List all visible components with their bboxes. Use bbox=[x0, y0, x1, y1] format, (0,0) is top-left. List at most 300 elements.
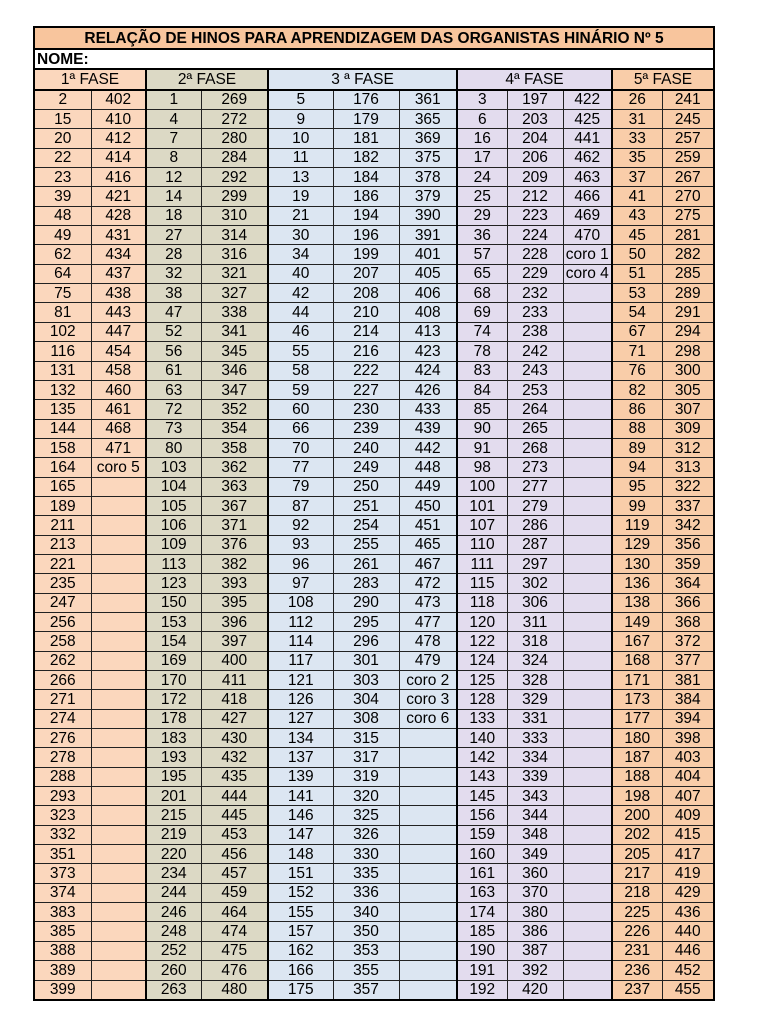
hymn-cell-phase-3: 46 bbox=[268, 322, 333, 341]
hymn-cell-phase-3: 112 bbox=[268, 612, 333, 631]
hymn-cell-phase-1: 165 bbox=[34, 477, 91, 496]
phase-header-5: 5ª FASE bbox=[612, 69, 714, 89]
hymn-cell-phase-1 bbox=[91, 980, 146, 1000]
hymn-cell-phase-3: coro 3 bbox=[399, 690, 457, 709]
hymn-cell-phase-4 bbox=[563, 961, 612, 980]
hymn-cell-phase-3: 34 bbox=[268, 245, 333, 264]
table-row bbox=[34, 535, 714, 554]
hymn-cell-phase-3: 357 bbox=[333, 980, 399, 1000]
hymn-cell-phase-4: 306 bbox=[507, 593, 563, 612]
hymn-cell-phase-4 bbox=[563, 342, 612, 361]
hymn-cell-phase-4: 324 bbox=[507, 651, 563, 670]
hymn-cell-phase-4 bbox=[563, 380, 612, 399]
hymn-cell-phase-1: 158 bbox=[34, 438, 91, 457]
table-row bbox=[34, 380, 714, 399]
hymn-cell-phase-1 bbox=[91, 903, 146, 922]
hymn-cell-phase-1: 135 bbox=[34, 400, 91, 419]
hymn-cell-phase-5: 89 bbox=[612, 438, 662, 457]
hymn-cell-phase-1: 22 bbox=[34, 148, 91, 167]
hymn-cell-phase-4 bbox=[563, 458, 612, 477]
hymn-cell-phase-3 bbox=[399, 903, 457, 922]
hymn-cell-phase-2: 347 bbox=[201, 380, 268, 399]
hymn-cell-phase-5: 187 bbox=[612, 748, 662, 767]
hymn-cell-phase-1: 438 bbox=[91, 284, 146, 303]
hymn-cell-phase-2: 272 bbox=[201, 110, 268, 129]
hymn-cell-phase-5: 71 bbox=[612, 342, 662, 361]
table-row bbox=[34, 748, 714, 767]
hymn-cell-phase-5: 225 bbox=[612, 903, 662, 922]
hymn-cell-phase-3: 365 bbox=[399, 110, 457, 129]
hymn-cell-phase-3: 283 bbox=[333, 574, 399, 593]
hymn-cell-phase-2: 63 bbox=[146, 380, 201, 399]
hymn-cell-phase-1: 385 bbox=[34, 922, 91, 941]
hymn-cell-phase-2: 178 bbox=[146, 709, 201, 728]
hymn-cell-phase-4: 57 bbox=[457, 245, 507, 264]
hymn-cell-phase-3: 126 bbox=[268, 690, 333, 709]
hymn-cell-phase-2: 457 bbox=[201, 864, 268, 883]
hymn-cell-phase-2: 358 bbox=[201, 438, 268, 457]
table-row bbox=[34, 903, 714, 922]
hymn-cell-phase-4 bbox=[563, 612, 612, 631]
hymn-cell-phase-4: 470 bbox=[563, 226, 612, 245]
hymn-cell-phase-5: 403 bbox=[662, 748, 714, 767]
table-row bbox=[34, 129, 714, 148]
hymn-cell-phase-5: 94 bbox=[612, 458, 662, 477]
hymn-cell-phase-5: 429 bbox=[662, 883, 714, 902]
hymn-cell-phase-3 bbox=[399, 825, 457, 844]
hymn-cell-phase-1: 75 bbox=[34, 284, 91, 303]
hymn-cell-phase-4: 190 bbox=[457, 941, 507, 960]
hymn-table bbox=[33, 26, 715, 1001]
hymn-cell-phase-5: 312 bbox=[662, 438, 714, 457]
hymn-cell-phase-3: 350 bbox=[333, 922, 399, 941]
hymn-cell-phase-2: 445 bbox=[201, 806, 268, 825]
hymn-cell-phase-3: 108 bbox=[268, 593, 333, 612]
hymn-cell-phase-1 bbox=[91, 748, 146, 767]
hymn-cell-phase-4: 349 bbox=[507, 845, 563, 864]
hymn-cell-phase-5: 381 bbox=[662, 671, 714, 690]
hymn-cell-phase-5: 417 bbox=[662, 845, 714, 864]
hymn-cell-phase-4: 370 bbox=[507, 883, 563, 902]
hymn-cell-phase-2: 327 bbox=[201, 284, 268, 303]
hymn-cell-phase-4: 85 bbox=[457, 400, 507, 419]
hymn-cell-phase-4 bbox=[563, 709, 612, 728]
hymn-cell-phase-4 bbox=[563, 941, 612, 960]
hymn-cell-phase-4: 111 bbox=[457, 554, 507, 573]
hymn-cell-phase-4: 191 bbox=[457, 961, 507, 980]
hymn-cell-phase-2: 104 bbox=[146, 477, 201, 496]
hymn-cell-phase-4: 83 bbox=[457, 361, 507, 380]
hymn-cell-phase-2: 103 bbox=[146, 458, 201, 477]
hymn-cell-phase-4: 344 bbox=[507, 806, 563, 825]
hymn-cell-phase-1: 256 bbox=[34, 612, 91, 631]
hymn-cell-phase-1 bbox=[91, 767, 146, 786]
hymn-cell-phase-3: 227 bbox=[333, 380, 399, 399]
table-row bbox=[34, 361, 714, 380]
hymn-cell-phase-2: 201 bbox=[146, 787, 201, 806]
hymn-cell-phase-3: 127 bbox=[268, 709, 333, 728]
hymn-cell-phase-2: 172 bbox=[146, 690, 201, 709]
hymn-cell-phase-4 bbox=[563, 535, 612, 554]
hymn-cell-phase-1: 458 bbox=[91, 361, 146, 380]
phase-header-1: 1ª FASE bbox=[34, 69, 146, 89]
hymn-cell-phase-2: 219 bbox=[146, 825, 201, 844]
hymn-cell-phase-5: 359 bbox=[662, 554, 714, 573]
hymn-cell-phase-4: 311 bbox=[507, 612, 563, 631]
hymn-cell-phase-3: 472 bbox=[399, 574, 457, 593]
hymn-cell-phase-1 bbox=[91, 477, 146, 496]
hymn-cell-phase-2: 345 bbox=[201, 342, 268, 361]
hymn-cell-phase-3: 137 bbox=[268, 748, 333, 767]
hymn-cell-phase-3: 70 bbox=[268, 438, 333, 457]
hymn-cell-phase-3: 208 bbox=[333, 284, 399, 303]
hymn-cell-phase-5: 231 bbox=[612, 941, 662, 960]
hymn-cell-phase-5: 384 bbox=[662, 690, 714, 709]
hymn-cell-phase-3: 207 bbox=[333, 264, 399, 283]
hymn-cell-phase-5: 37 bbox=[612, 168, 662, 187]
hymn-cell-phase-3: 361 bbox=[399, 90, 457, 110]
hymn-cell-phase-2: 280 bbox=[201, 129, 268, 148]
hymn-cell-phase-4: 224 bbox=[507, 226, 563, 245]
hymn-cell-phase-1 bbox=[91, 651, 146, 670]
hymn-cell-phase-1: 102 bbox=[34, 322, 91, 341]
hymn-cell-phase-4 bbox=[563, 980, 612, 1000]
hymn-cell-phase-1: 447 bbox=[91, 322, 146, 341]
hymn-cell-phase-3: 55 bbox=[268, 342, 333, 361]
table-row bbox=[34, 864, 714, 883]
hymn-cell-phase-2: 150 bbox=[146, 593, 201, 612]
hymn-cell-phase-4: 192 bbox=[457, 980, 507, 1000]
hymn-cell-phase-4: 204 bbox=[507, 129, 563, 148]
hymn-cell-phase-2: 395 bbox=[201, 593, 268, 612]
hymn-cell-phase-5: 180 bbox=[612, 729, 662, 748]
hymn-cell-phase-3: 199 bbox=[333, 245, 399, 264]
hymn-cell-phase-2: 444 bbox=[201, 787, 268, 806]
hymn-cell-phase-3: 152 bbox=[268, 883, 333, 902]
hymn-cell-phase-4: 133 bbox=[457, 709, 507, 728]
hymn-cell-phase-3: 146 bbox=[268, 806, 333, 825]
hymn-cell-phase-5: 409 bbox=[662, 806, 714, 825]
hymn-cell-phase-3: 44 bbox=[268, 303, 333, 322]
hymn-cell-phase-3: 326 bbox=[333, 825, 399, 844]
hymn-cell-phase-5: 356 bbox=[662, 535, 714, 554]
hymn-cell-phase-3: 296 bbox=[333, 632, 399, 651]
hymn-cell-phase-1: 132 bbox=[34, 380, 91, 399]
hymn-cell-phase-4: 174 bbox=[457, 903, 507, 922]
hymn-cell-phase-5: 267 bbox=[662, 168, 714, 187]
hymn-cell-phase-4: 334 bbox=[507, 748, 563, 767]
hymn-cell-phase-5: 177 bbox=[612, 709, 662, 728]
hymn-cell-phase-1: 164 bbox=[34, 458, 91, 477]
hymn-cell-phase-1: 434 bbox=[91, 245, 146, 264]
hymn-cell-phase-4: 265 bbox=[507, 419, 563, 438]
hymn-cell-phase-2: 292 bbox=[201, 168, 268, 187]
hymn-cell-phase-5: 372 bbox=[662, 632, 714, 651]
hymn-cell-phase-3: 449 bbox=[399, 477, 457, 496]
hymn-cell-phase-5: 364 bbox=[662, 574, 714, 593]
hymn-cell-phase-3: 442 bbox=[399, 438, 457, 457]
hymn-cell-phase-3: 97 bbox=[268, 574, 333, 593]
hymn-cell-phase-1: 351 bbox=[34, 845, 91, 864]
hymn-cell-phase-1: 468 bbox=[91, 419, 146, 438]
hymn-cell-phase-4: 229 bbox=[507, 264, 563, 283]
table-row bbox=[34, 90, 714, 110]
hymn-cell-phase-3: 141 bbox=[268, 787, 333, 806]
hymn-cell-phase-4: 29 bbox=[457, 206, 507, 225]
hymn-cell-phase-1 bbox=[91, 883, 146, 902]
table-row bbox=[34, 303, 714, 322]
hymn-cell-phase-2: 246 bbox=[146, 903, 201, 922]
hymn-cell-phase-1: 247 bbox=[34, 593, 91, 612]
hymn-cell-phase-5: 200 bbox=[612, 806, 662, 825]
hymn-cell-phase-4 bbox=[563, 303, 612, 322]
hymn-cell-phase-1 bbox=[91, 671, 146, 690]
hymn-cell-phase-4: 74 bbox=[457, 322, 507, 341]
hymn-cell-phase-3: 10 bbox=[268, 129, 333, 148]
hymn-cell-phase-4: 268 bbox=[507, 438, 563, 457]
hymn-cell-phase-2: 480 bbox=[201, 980, 268, 1000]
hymn-cell-phase-4: coro 4 bbox=[563, 264, 612, 283]
hymn-cell-phase-2: 215 bbox=[146, 806, 201, 825]
hymn-cell-phase-5: 366 bbox=[662, 593, 714, 612]
hymn-cell-phase-5: 88 bbox=[612, 419, 662, 438]
hymn-cell-phase-4: 386 bbox=[507, 922, 563, 941]
hymn-cell-phase-5: 337 bbox=[662, 496, 714, 515]
hymn-cell-phase-1 bbox=[91, 709, 146, 728]
hymn-cell-phase-3: 465 bbox=[399, 535, 457, 554]
hymn-cell-phase-1: coro 5 bbox=[91, 458, 146, 477]
hymn-cell-phase-3: 249 bbox=[333, 458, 399, 477]
hymn-cell-phase-3: 175 bbox=[268, 980, 333, 1000]
hymn-cell-phase-3: 255 bbox=[333, 535, 399, 554]
hymn-cell-phase-4 bbox=[563, 419, 612, 438]
hymn-cell-phase-4: 287 bbox=[507, 535, 563, 554]
hymn-cell-phase-4: 206 bbox=[507, 148, 563, 167]
hymn-cell-phase-5: 307 bbox=[662, 400, 714, 419]
hymn-cell-phase-1: 271 bbox=[34, 690, 91, 709]
hymn-cell-phase-1: 48 bbox=[34, 206, 91, 225]
table-row bbox=[34, 612, 714, 631]
hymn-cell-phase-2: 338 bbox=[201, 303, 268, 322]
hymn-cell-phase-5: 300 bbox=[662, 361, 714, 380]
hymn-cell-phase-3: 13 bbox=[268, 168, 333, 187]
hymn-cell-phase-2: 316 bbox=[201, 245, 268, 264]
hymn-cell-phase-2: 382 bbox=[201, 554, 268, 573]
hymn-cell-phase-4: 118 bbox=[457, 593, 507, 612]
hymn-cell-phase-1 bbox=[91, 593, 146, 612]
hymn-cell-phase-4: 339 bbox=[507, 767, 563, 786]
table-row bbox=[34, 477, 714, 496]
hymn-cell-phase-3 bbox=[399, 922, 457, 941]
table-row bbox=[34, 767, 714, 786]
hymn-cell-phase-1: 443 bbox=[91, 303, 146, 322]
hymn-cell-phase-1: 2 bbox=[34, 90, 91, 110]
hymn-cell-phase-1: 323 bbox=[34, 806, 91, 825]
hymn-cell-phase-4 bbox=[563, 400, 612, 419]
hymn-cell-phase-5: 236 bbox=[612, 961, 662, 980]
table-row bbox=[34, 438, 714, 457]
hymn-cell-phase-3: 467 bbox=[399, 554, 457, 573]
hymn-cell-phase-3: 42 bbox=[268, 284, 333, 303]
hymn-cell-phase-2: 106 bbox=[146, 516, 201, 535]
phase-header-4: 4ª FASE bbox=[457, 69, 612, 89]
hymn-cell-phase-3: 121 bbox=[268, 671, 333, 690]
hymn-cell-phase-4: 466 bbox=[563, 187, 612, 206]
hymn-cell-phase-4: 161 bbox=[457, 864, 507, 883]
hymn-cell-phase-3: 239 bbox=[333, 419, 399, 438]
hymn-cell-phase-1 bbox=[91, 612, 146, 631]
hymn-cell-phase-2: 12 bbox=[146, 168, 201, 187]
hymn-cell-phase-4: 302 bbox=[507, 574, 563, 593]
hymn-cell-phase-2: 475 bbox=[201, 941, 268, 960]
hymn-cell-phase-3: 40 bbox=[268, 264, 333, 283]
hymn-cell-phase-3: 433 bbox=[399, 400, 457, 419]
hymn-cell-phase-1: 460 bbox=[91, 380, 146, 399]
hymn-cell-phase-4: 422 bbox=[563, 90, 612, 110]
hymn-cell-phase-3: 424 bbox=[399, 361, 457, 380]
hymn-cell-phase-1 bbox=[91, 941, 146, 960]
hymn-cell-phase-1: 410 bbox=[91, 110, 146, 129]
hymn-cell-phase-4: 36 bbox=[457, 226, 507, 245]
hymn-cell-phase-2: 427 bbox=[201, 709, 268, 728]
hymn-cell-phase-3: 117 bbox=[268, 651, 333, 670]
hymn-cell-phase-4 bbox=[563, 883, 612, 902]
hymn-cell-phase-4: 331 bbox=[507, 709, 563, 728]
hymn-cell-phase-4 bbox=[563, 787, 612, 806]
hymn-cell-phase-1: 373 bbox=[34, 864, 91, 883]
hymn-cell-phase-4: 100 bbox=[457, 477, 507, 496]
hymn-cell-phase-5: 270 bbox=[662, 187, 714, 206]
hymn-cell-phase-4: 91 bbox=[457, 438, 507, 457]
hymn-cell-phase-5: 171 bbox=[612, 671, 662, 690]
hymn-cell-phase-1: 266 bbox=[34, 671, 91, 690]
hymn-cell-phase-5: 309 bbox=[662, 419, 714, 438]
hymn-cell-phase-2: 80 bbox=[146, 438, 201, 457]
hymn-cell-phase-5: 217 bbox=[612, 864, 662, 883]
hymn-cell-phase-1 bbox=[91, 690, 146, 709]
hymn-cell-phase-3 bbox=[399, 864, 457, 883]
hymn-cell-phase-4: 333 bbox=[507, 729, 563, 748]
hymn-cell-phase-1 bbox=[91, 922, 146, 941]
hymn-cell-phase-4: 441 bbox=[563, 129, 612, 148]
hymn-cell-phase-3: 230 bbox=[333, 400, 399, 419]
hymn-cell-phase-3: 11 bbox=[268, 148, 333, 167]
hymn-cell-phase-2: 252 bbox=[146, 941, 201, 960]
hymn-cell-phase-1: 20 bbox=[34, 129, 91, 148]
hymn-cell-phase-3: 413 bbox=[399, 322, 457, 341]
hymn-cell-phase-5: 282 bbox=[662, 245, 714, 264]
hymn-cell-phase-4: 101 bbox=[457, 496, 507, 515]
hymn-cell-phase-1: 428 bbox=[91, 206, 146, 225]
hymn-cell-phase-5: 415 bbox=[662, 825, 714, 844]
hymn-cell-phase-1: 383 bbox=[34, 903, 91, 922]
hymn-cell-phase-3: coro 2 bbox=[399, 671, 457, 690]
hymn-cell-phase-4: 328 bbox=[507, 671, 563, 690]
hymn-cell-phase-5: 26 bbox=[612, 90, 662, 110]
table-row bbox=[34, 593, 714, 612]
hymn-cell-phase-4: 228 bbox=[507, 245, 563, 264]
hymn-cell-phase-4: 143 bbox=[457, 767, 507, 786]
hymn-cell-phase-5: 168 bbox=[612, 651, 662, 670]
hymn-cell-phase-4: 110 bbox=[457, 535, 507, 554]
hymn-cell-phase-3: 375 bbox=[399, 148, 457, 167]
hymn-cell-phase-4 bbox=[563, 690, 612, 709]
hymn-cell-phase-5: 167 bbox=[612, 632, 662, 651]
hymn-cell-phase-1 bbox=[91, 961, 146, 980]
table-row bbox=[34, 206, 714, 225]
hymn-cell-phase-2: 411 bbox=[201, 671, 268, 690]
hymn-cell-phase-3: 423 bbox=[399, 342, 457, 361]
hymn-cell-phase-4: 329 bbox=[507, 690, 563, 709]
hymn-cell-phase-3: 426 bbox=[399, 380, 457, 399]
table-row bbox=[34, 322, 714, 341]
hymn-cell-phase-2: 376 bbox=[201, 535, 268, 554]
hymn-cell-phase-4: 115 bbox=[457, 574, 507, 593]
hymn-cell-phase-4 bbox=[563, 729, 612, 748]
hymn-cell-phase-4 bbox=[563, 438, 612, 457]
hymn-cell-phase-4 bbox=[563, 632, 612, 651]
table-row bbox=[34, 516, 714, 535]
hymn-cell-phase-5: 298 bbox=[662, 342, 714, 361]
hymn-cell-phase-5: 130 bbox=[612, 554, 662, 573]
hymn-cell-phase-5: 342 bbox=[662, 516, 714, 535]
hymn-cell-phase-4: 360 bbox=[507, 864, 563, 883]
hymn-cell-phase-3: 478 bbox=[399, 632, 457, 651]
hymn-cell-phase-2: 234 bbox=[146, 864, 201, 883]
hymn-cell-phase-3: 405 bbox=[399, 264, 457, 283]
hymn-cell-phase-3: 139 bbox=[268, 767, 333, 786]
hymn-cell-phase-5: 129 bbox=[612, 535, 662, 554]
hymn-cell-phase-5: 51 bbox=[612, 264, 662, 283]
hymn-cell-phase-5: 205 bbox=[612, 845, 662, 864]
table-row bbox=[34, 690, 714, 709]
hymn-cell-phase-5: 257 bbox=[662, 129, 714, 148]
hymn-cell-phase-4: 253 bbox=[507, 380, 563, 399]
hymn-cell-phase-2: 183 bbox=[146, 729, 201, 748]
hymn-cell-phase-4: 84 bbox=[457, 380, 507, 399]
hymn-cell-phase-3: 240 bbox=[333, 438, 399, 457]
hymn-cell-phase-4: 243 bbox=[507, 361, 563, 380]
hymn-cell-phase-4: 163 bbox=[457, 883, 507, 902]
hymn-cell-phase-1: 332 bbox=[34, 825, 91, 844]
hymn-cell-phase-4: 107 bbox=[457, 516, 507, 535]
hymn-cell-phase-4: 125 bbox=[457, 671, 507, 690]
hymn-cell-phase-4: 78 bbox=[457, 342, 507, 361]
hymn-cell-phase-3: 317 bbox=[333, 748, 399, 767]
hymn-cell-phase-1: 235 bbox=[34, 574, 91, 593]
hymn-cell-phase-5: 289 bbox=[662, 284, 714, 303]
hymn-cell-phase-4: 425 bbox=[563, 110, 612, 129]
hymn-cell-phase-5: 50 bbox=[612, 245, 662, 264]
table-row bbox=[34, 980, 714, 1000]
hymn-cell-phase-1 bbox=[91, 554, 146, 573]
hymn-cell-phase-3 bbox=[399, 748, 457, 767]
hymn-cell-phase-4: 212 bbox=[507, 187, 563, 206]
hymn-cell-phase-4 bbox=[563, 574, 612, 593]
table-row bbox=[34, 632, 714, 651]
hymn-cell-phase-1: 49 bbox=[34, 226, 91, 245]
hymn-cell-phase-4: 380 bbox=[507, 903, 563, 922]
table-row bbox=[34, 825, 714, 844]
hymn-cell-phase-4: 469 bbox=[563, 206, 612, 225]
hymn-cell-phase-4: 122 bbox=[457, 632, 507, 651]
hymn-cell-phase-3: 96 bbox=[268, 554, 333, 573]
hymn-cell-phase-1 bbox=[91, 825, 146, 844]
hymn-cell-phase-3: 378 bbox=[399, 168, 457, 187]
hymn-cell-phase-3: 408 bbox=[399, 303, 457, 322]
hymn-cell-phase-4: 90 bbox=[457, 419, 507, 438]
hymn-cell-phase-1 bbox=[91, 632, 146, 651]
